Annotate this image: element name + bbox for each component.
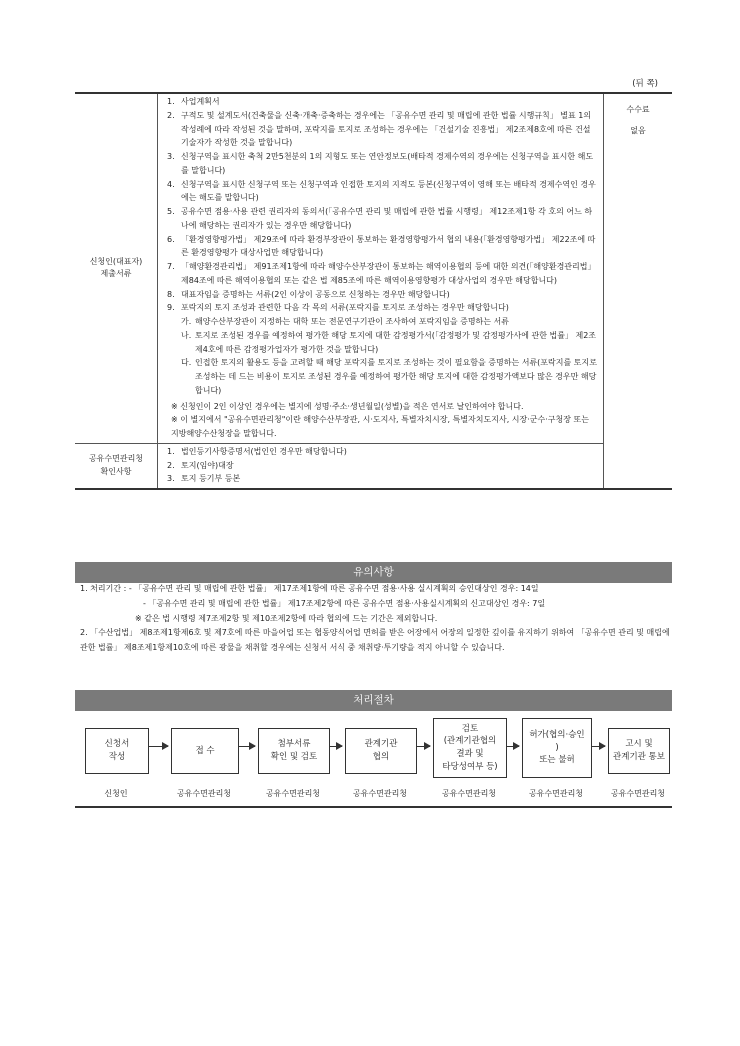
fee-value: 없음: [630, 125, 646, 135]
applicant-doc-item: [167, 95, 597, 109]
procedure-step-actor: 신청인: [104, 789, 128, 798]
applicant-doc-item: [167, 233, 597, 261]
note-processing-period-3: ※ 같은 법 시행령 제7조제2항 및 제10조제2항에 따라 협의에 드는 기간은 제외합니다.: [135, 613, 438, 623]
applicant-doc-item: [167, 178, 597, 206]
procedure-step-actor: 공유수면관리청: [528, 789, 584, 798]
applicant-doc-item: [167, 288, 597, 302]
confirm-item-number: 2.: [167, 460, 175, 470]
fee-cell: [604, 93, 673, 489]
applicant-doc-item: [167, 301, 597, 315]
procedure-step: 신청서 작성: [85, 728, 149, 774]
applicant-doc-item-text: 대표자임을 증명하는 서류(2인 이상이 공동으로 신청하는 경우만 해당합니다): [181, 289, 450, 299]
authority-confirm-row: [75, 443, 672, 489]
applicant-doc-item-number: 7.: [167, 262, 175, 271]
notes-title-bar: 유의사항: [75, 562, 672, 583]
arrow-right-icon: [507, 746, 519, 747]
procedure-step-actor: 공유수면관리청: [265, 789, 321, 798]
confirm-item-text: 토지 등기부 등본: [181, 474, 241, 484]
applicant-doc-item: [167, 150, 597, 178]
procedure-step-actor: 공유수면관리청: [441, 789, 497, 798]
arrow-right-icon: [239, 746, 255, 747]
confirm-item-text: 토지(임야)대장: [181, 460, 234, 470]
authority-confirm-label: [75, 443, 158, 489]
note-joint-applicants: ※ 신청인이 2인 이상인 경우에는 별지에 성명·주소·생년월일(성별)을 적은 연서로 날인하여야 합니다.: [171, 401, 524, 411]
applicant-doc-item-number: 2.: [167, 110, 175, 120]
confirm-item: [167, 445, 597, 459]
procedure-flow: [75, 710, 672, 808]
applicant-doc-subitem: [167, 356, 597, 397]
arrow-right-icon: [592, 746, 605, 747]
applicant-doc-item-number: 6.: [167, 234, 175, 244]
applicant-docs-row: [75, 93, 672, 443]
applicant-doc-item-text: 공유수면 점용·사용 관련 권리자의 동의서(「공유수면 관리 및 매립에 관한 법률 시행령」 제12조제1항 각 호의 어느 하나에 해당하는 권리자가 있는 경우만 해당합니다): [181, 207, 593, 230]
applicant-doc-subitem: [167, 315, 597, 329]
applicant-doc-item: [167, 260, 597, 288]
procedure-step: 검토 (관계기관협의 결과 및 타당성여부 등): [433, 718, 507, 778]
applicant-doc-subitem-number: 가.: [181, 317, 192, 326]
procedure-step-actor: 공유수면관리청: [610, 789, 666, 798]
confirm-item: [167, 472, 597, 486]
applicant-doc-subitem-text: 토지로 조성된 경우를 예정하여 평가한 해당 토지에 대한 감정평가서(「감정평가 및 감정평가사에 관한 법률」 제2조제4호에 따른 감정평가업자가 평가한 것을 말합니다): [195, 330, 597, 354]
notes-body: [80, 582, 672, 656]
applicant-doc-subitem-text: 해양수산부장관이 지정하는 대학 또는 전문연구기관이 조사하여 포락지임을 증명하는 서류: [195, 317, 510, 326]
procedure-step-actor: 공유수면관리청: [176, 789, 232, 798]
applicant-doc-item-number: 3.: [167, 152, 175, 161]
procedure-step: 첨부서류 확인 및 검토: [258, 728, 330, 774]
applicant-doc-item: [167, 205, 597, 233]
confirm-item-number: 3.: [167, 474, 175, 484]
note-processing-period-1: 1. 처리기간 : - 「공유수면 관리 및 매립에 관한 법률」 제17조제1항에 따른 공유수면 점용·사용 실시계획의 승인대상인 경우: 14일: [80, 584, 539, 593]
applicant-doc-item-text: 사업계획서: [181, 97, 220, 106]
procedure-step: 접 수: [171, 728, 239, 774]
applicant-doc-subitem-text: 인접한 토지의 활용도 등을 고려할 때 해당 포락지를 토지로 조성하는 것이 필요함을 증명하는 서류(포락지를 토지로 조성하는 데 드는 비용이 토지로 조성된 경우를 예정하여 평가한 해당 토지에 대한 감정평가액보다 많은 경우만 해당합니다): [195, 358, 597, 395]
applicant-doc-item-text: 신청구역을 표시한 신청구역 또는 신청구역과 인접한 토지의 지적도 등본(신청구역이 영해 또는 배타적 경제수역인 경우에는 해도를 말합니다): [181, 179, 596, 203]
confirm-item: [167, 459, 597, 473]
arrow-right-icon: [330, 746, 342, 747]
applicant-doc-item-number: 5.: [167, 207, 175, 216]
page-side-label: (뒤 쪽): [632, 79, 658, 89]
arrow-right-icon: [149, 746, 168, 747]
applicant-doc-subitem-number: 나.: [181, 330, 192, 340]
applicant-doc-subitem: [167, 329, 597, 357]
arrow-right-icon: [417, 746, 430, 747]
applicant-sub-items: [167, 315, 597, 398]
procedure-step-actor: 공유수면관리청: [352, 789, 408, 798]
applicant-doc-subitem-number: 다.: [181, 358, 192, 368]
procedure-step: 고시 및 관계기관 통보: [608, 728, 670, 774]
confirm-items: [167, 445, 597, 486]
note-authority-definition: ※ 이 별지에서 "공유수면관리청"이란 해양수산부장관, 시·도지사, 특별자치시장, 특별자치도지사, 시장·군수·구청장 또는 지방해양수산청장을 말합니다.: [171, 415, 589, 438]
applicant-doc-item-number: 1.: [167, 97, 175, 106]
applicant-doc-item-number: 9.: [167, 303, 175, 313]
applicant-doc-item-number: 8.: [167, 289, 175, 299]
procedure-step: 허가(협의·승인 ) 또는 불허: [522, 718, 592, 778]
authority-confirm-list: [158, 443, 604, 489]
applicant-doc-item-text: 포락지의 토지 조성과 관련한 다음 각 목의 서류(포락지를 토지로 조성하는 경우만 해당합니다): [181, 303, 509, 313]
applicant-docs-list: [158, 93, 604, 443]
note-processing-period-2: - 「공유수면 관리 및 매립에 관한 법률」 제17조제2항에 따른 공유수면 점용·사용실시계획의 신고대상인 경우: 7일: [143, 598, 546, 608]
applicant-doc-item: [167, 109, 597, 150]
applicant-doc-item-text: 「환경영향평가법」 제29조에 따라 환경부장관이 통보하는 환경영향평가서 협의 내용(「환경영향평가법」 제22조에 따른 환경영향평가 대상사업만 해당합니다): [181, 234, 596, 258]
confirm-label-line1: 공유수면관리청: [88, 454, 144, 464]
procedure-step: 관계기관 협의: [345, 728, 417, 774]
procedure-title-bar: 처리절차: [75, 690, 672, 711]
confirm-item-number: 1.: [167, 446, 175, 456]
note-fisheries-law: 2. 「수산업법」 제8조제1항제6호 및 제7호에 따른 마을어업 또는 협동양식어업 면허를 받은 어장에서 어장의 일정한 깊이를 유지하기 위하여 「공유수면 관리 및 매립에 관한 법률」 제8조제1항제10호에 따른 광물을 채취할 경우에는 신청서 서식 중 채취량·투기량을 적지 아니할 수 있습니다.: [80, 628, 670, 653]
applicant-doc-item-text: 구적도 및 설계도서(건축물을 신축·개축·증축하는 경우에는 「공유수면 관리 및 매립에 관한 법률 시행규칙」 별표 1의 작성례에 따라 작성된 것을 말하며, 포락지를 토지로 조성하는 경우에는 「건설기술 진흥법」 제2조제8호에 따른 건설기술자가 작성한 것을 말합니다): [181, 110, 592, 148]
applicant-doc-item-text: 신청구역을 표시한 축척 2만5천분의 1의 지형도 또는 연안정보도(배타적 경제수역의 경우에는 신청구역을 표시한 해도를 말합니다): [181, 152, 594, 175]
applicant-label-line2: 제출서류: [100, 269, 132, 279]
documents-table: [75, 92, 672, 490]
confirm-label-line2: 확인사항: [100, 466, 132, 476]
applicant-items: [167, 95, 597, 315]
fee-label: 수수료: [626, 105, 650, 114]
applicant-label-line1: 신청인(대표자): [89, 256, 143, 266]
applicant-doc-item-number: 4.: [167, 179, 175, 189]
applicant-docs-label: [75, 93, 158, 443]
applicant-doc-item-text: 「해양환경관리법」 제91조제1항에 따라 해양수산부장관이 통보하는 해역이용협의 등에 대한 의견(「해양환경관리법」 제84조에 따른 해역이용협의 또는 같은 법 제85조에 따른 해역이용영향평가 대상사업의 경우만 해당합니다): [181, 262, 596, 285]
confirm-item-text: 법인등기사항증명서(법인인 경우만 해당합니다): [181, 446, 347, 456]
